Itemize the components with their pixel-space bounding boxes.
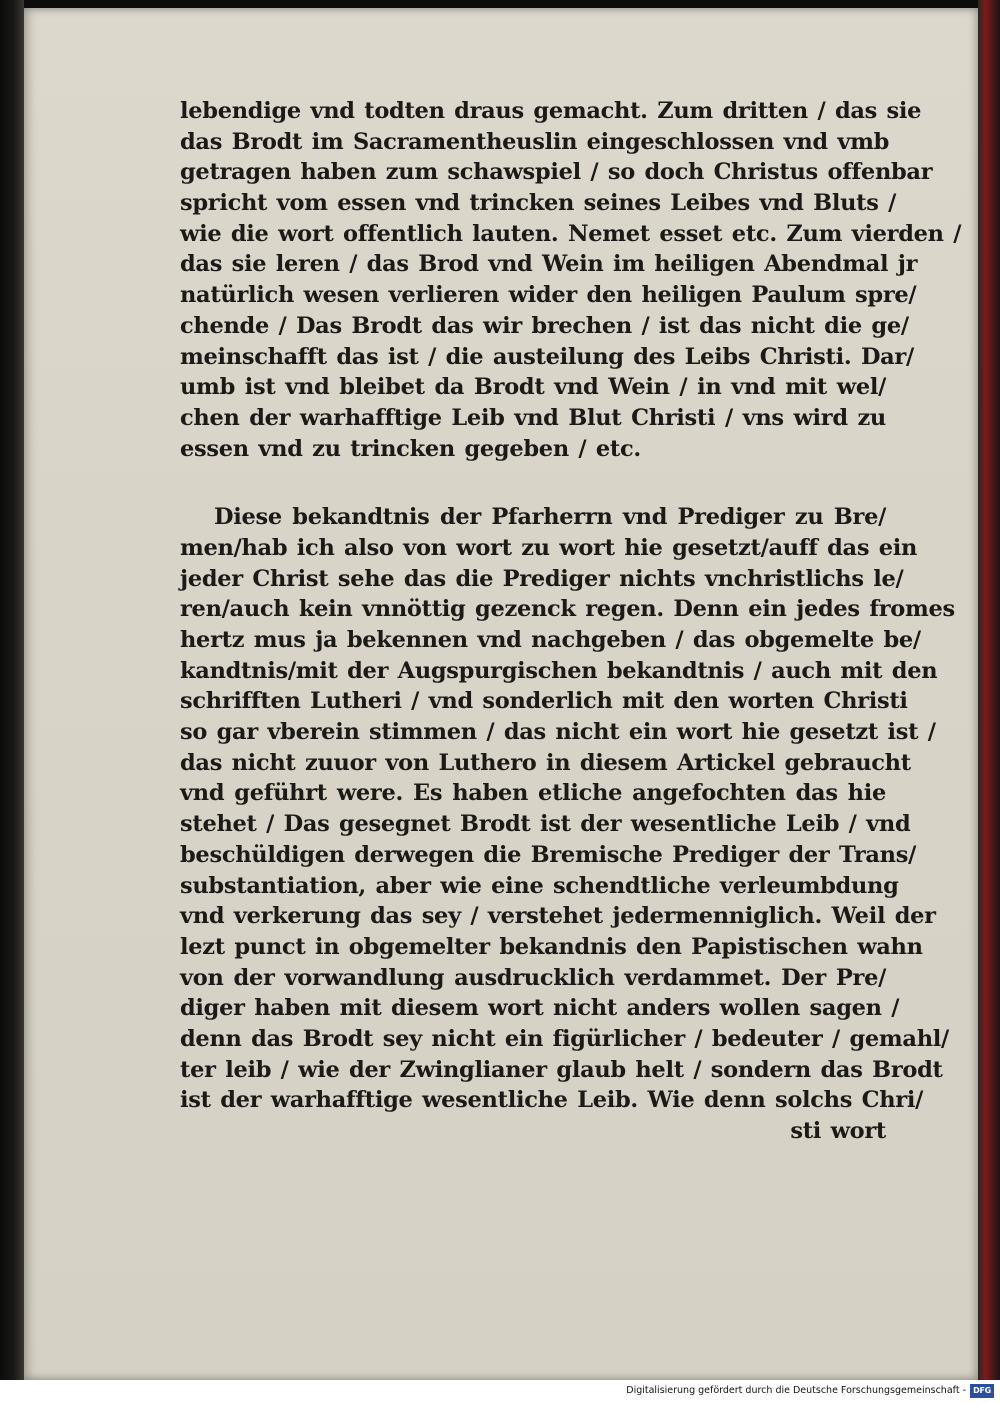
text-line: vnd verkerung das sey / verstehet jedermenniglich. Weil der xyxy=(180,903,936,930)
text-line: getragen haben zum schawspiel / so doch Christus offenbar xyxy=(180,159,933,186)
text-line: essen vnd zu trincken gegeben / etc. xyxy=(180,435,641,462)
text-line: das sie leren / das Brod vnd Wein im heiligen Abendmal jr xyxy=(180,251,918,278)
text-line: diger haben mit diesem wort nicht anders wollen sagen / xyxy=(180,995,900,1022)
text-line: beschüldigen derwegen die Bremische Prediger der Trans/ xyxy=(180,841,916,868)
text-line: hertz mus ja bekennen vnd nachgeben / das obgemelte be/ xyxy=(180,627,921,653)
text-line: lezt punct in obgemelter bekandnis den Papistischen wahn xyxy=(180,933,923,960)
paragraph-2 xyxy=(180,502,955,1146)
text-line: stehet / Das gesegnet Brodt ist der wesentliche Leib / vnd xyxy=(180,811,911,838)
paragraph-gap xyxy=(180,464,886,502)
page-text xyxy=(180,96,962,1147)
text-line: Diese bekandtnis der Pfarherrn vnd Prediger zu Bre/ xyxy=(214,504,886,531)
dfg-logo-icon: DFG xyxy=(970,1384,994,1398)
text-line: substantiation, aber wie eine schendtliche verleumbdung xyxy=(180,872,899,899)
text-line: das Brodt im Sacramentheuslin eingeschlossen vnd vmb xyxy=(180,128,890,155)
text-line: vnd geführt were. Es haben etliche angefochten das hie xyxy=(180,780,886,807)
text-line: ter leib / wie der Zwinglianer glaub helt / sondern das Brodt xyxy=(180,1056,943,1083)
text-line: schrifften Lutheri / vnd sonderlich mit den worten Christi xyxy=(180,688,908,715)
right-binding-edge xyxy=(978,0,1000,1380)
footer-bar xyxy=(0,1380,1000,1403)
text-line: lebendige vnd todten draus gemacht. Zum dritten / das sie xyxy=(180,98,922,124)
text-line: von der vorwandlung ausdrucklich verdammet. Der Pre/ xyxy=(180,964,886,991)
text-line: ren/auch kein vnnöttig gezenck regen. Denn ein jedes fromes xyxy=(180,596,955,623)
text-line: chen der warhafftige Leib vnd Blut Christi / vns wird zu xyxy=(180,404,886,431)
text-line: spricht vom essen vnd trincken seines Leibes vnd Bluts / xyxy=(180,190,897,217)
text-line: ist der warhafftige wesentliche Leib. Wie denn solchs Chri/ xyxy=(180,1087,924,1114)
text-line: natürlich wesen verlieren wider den heiligen Paulum spre/ xyxy=(180,282,917,309)
text-line: jeder Christ sehe das die Prediger nichts vnchristlichs le/ xyxy=(180,565,904,592)
text-line: kandtnis/mit der Augspurgischen bekandtnis / auch mit den xyxy=(180,657,938,684)
top-border xyxy=(0,0,1000,8)
paragraph-1 xyxy=(180,96,962,464)
text-line: men/hab ich also von wort zu wort hie gesetzt/auff das ein xyxy=(180,534,918,561)
funding-credit: Digitalisierung gefördert durch die Deutsche Forschungsgemeinschaft - xyxy=(626,1385,966,1396)
text-line: chende / Das Brodt das wir brechen / ist das nicht die ge/ xyxy=(180,312,909,339)
text-line: umb ist vnd bleibet da Brodt vnd Wein / in vnd mit wel/ xyxy=(180,374,886,401)
text-line: wie die wort offentlich lauten. Nemet esset etc. Zum vierden / xyxy=(180,220,962,247)
text-line: so gar vberein stimmen / das nicht ein wort hie gesetzt ist / xyxy=(180,719,936,746)
text-line: das nicht zuuor von Luthero in diesem Artickel gebraucht xyxy=(180,749,911,776)
text-line: meinschafft das ist / die austeilung des Leibs Christi. Dar/ xyxy=(180,343,914,370)
catchword: sti wort xyxy=(790,1118,886,1144)
left-binding-edge xyxy=(0,0,24,1380)
text-line: denn das Brodt sey nicht ein figürlicher / bedeuter / gemahl/ xyxy=(180,1025,949,1052)
